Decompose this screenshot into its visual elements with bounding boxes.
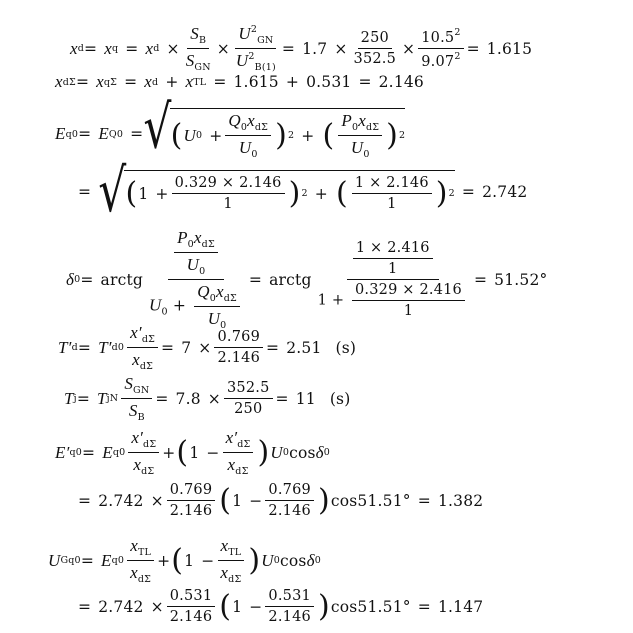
value-1-7: 1.7 <box>302 39 328 58</box>
eq-tj: T j = T jN $\frac{S_{GN}}{S_B}$ = 7.8 × $\frac{352.5}{250}$ = 11 (s) <box>64 374 351 423</box>
result-xd: 1.615 <box>486 39 533 58</box>
result-eprime: 1.382 <box>437 491 484 510</box>
eq-xd: x d = x q = x d × $\frac{S_B}{S_{GN}}$ × $\frac{U^2_{GN}}{U^2_{B(1)}}$ = 1.7 × $\frac{250}{352.5}$ × $\frac{10.5^2}{9.07^2}$ = 1.615 <box>70 24 533 73</box>
eq-eq0-symbolic: E q0 = E Q0 = √ ( U 0 + $\frac{Q_0x_{d\Sigma}}{U_0}$ ) 2 + ( $\frac{P_0x_{d\Sigma}}{U_0}$ ) 2 <box>55 93 406 163</box>
result-delta0: 51.52° <box>494 270 548 289</box>
eq-xdsigma: x dΣ = x qΣ = x d + x TL = 1.615 + 0.531 = 2.146 <box>55 72 424 91</box>
result-tprime: 2.51 <box>286 338 322 357</box>
eq-eprime-q0: E′ q0 = E q0 $\frac{x'_{d\Sigma}}{x_{d\Sigma}}$ + ( 1 − $\frac{x'_{d\Sigma}}{x_{d\Sigma}}$ ) U 0 cos δ 0 <box>55 428 331 477</box>
eq-ugq0-numeric: = 2.742 × $\frac{0.531}{2.146}$ ( 1 − $\frac{0.531}{2.146}$ ) cos 51.51° = 1.147 <box>78 588 484 625</box>
result-ugq0: 1.147 <box>437 597 484 616</box>
eq-delta0: δ 0 = arctg $\frac{P_0x_{d\Sigma}}{U_0}$ $U_0$ + $\frac{Q_0x_{d\Sigma}}{U_0}$ = arctg $\frac{1 \times 2.416}{1}$ 1 + $\frac{0.329 \times 2.416}{1}$ = 51.52° <box>66 228 548 331</box>
eq-eprime-numeric: = 2.742 × $\frac{0.769}{2.146}$ ( 1 − $\frac{0.769}{2.146}$ ) cos 51.51° = 1.382 <box>78 482 484 519</box>
result-xdsigma: 2.146 <box>378 73 424 91</box>
eq-eq0-numeric: = √ ( 1 + $\frac{0.329 \times 2.146}{1}$ ) 2 + ( $\frac{1 \times 2.146}{1}$ ) 2 = 2.742 <box>78 156 528 226</box>
result-eq0: 2.742 <box>482 183 528 201</box>
eq-ugq0: U Gq0 = E q0 $\frac{x_{TL}}{x_{d\Sigma}}$ + ( 1 − $\frac{x_{TL}}{x_{d\Sigma}}$ ) U 0 cos δ 0 <box>48 536 321 585</box>
eq-tprime-d: T′ d = T′ d0 $\frac{x'_{d\Sigma}}{x_{d\Sigma}}$ = 7 × $\frac{0.769}{2.146}$ = 2.51 (s) <box>58 323 357 372</box>
result-tj: 11 <box>295 389 316 408</box>
